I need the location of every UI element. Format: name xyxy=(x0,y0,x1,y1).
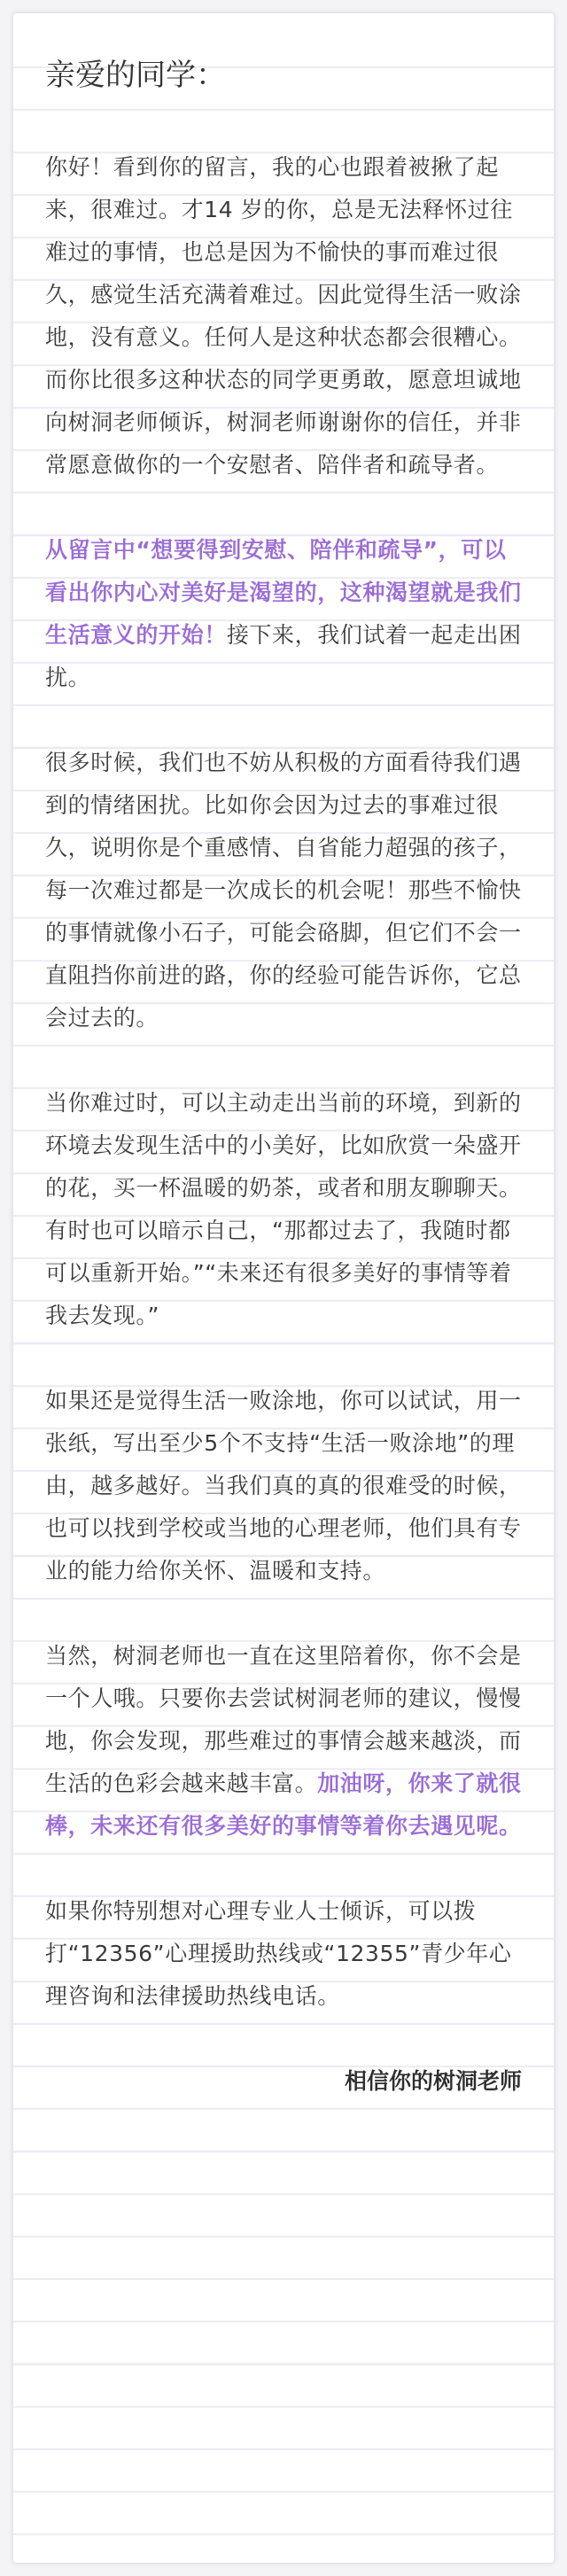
letter-body xyxy=(45,54,522,2103)
paragraph-change-environment: 当你难过时，可以主动走出当前的环境，到新的环境去发现生活中的小美好，比如欣赏一朵盛开的花，买一杯温暖的奶茶，或者和朋友聊聊天。有时也可以暗示自己，“那都过去了，我随时都可以重新开始。”“未来还有很多美好的事情等着我去发现。” xyxy=(45,1090,522,1328)
paragraph-intro: 你好！看到你的留言，我的心也跟着被揪了起来，很难过。才14 岁的你，总是无法释怀过往难过的事情，也总是因为不愉快的事而难过很久，感觉生活充满着难过。因此觉得生活一败涂地，没有意义。任何人是这种状态都会很糟心。而你比很多这种状态的同学更勇敢，愿意坦诚地向树洞老师倾诉，树洞老师谢谢你的信任，并非常愿意做你的一个安慰者、陪伴者和疏导者。 xyxy=(45,154,522,478)
paragraph-positive-view: 很多时候，我们也不妨从积极的方面看待我们遇到的情绪困扰。比如你会因为过去的事难过很久，说明你是个重感情、自省能力超强的孩子，每一次难过都是一次成长的机会呢！那些不愉快的事情就像小石子，可能会硌脚，但它们不会一直阻挡你前进的路，你的经验可能告诉你，它总会过去的。 xyxy=(45,750,522,1031)
paragraph-encouragement xyxy=(45,1635,522,1848)
highlight-text: 从留言中“想要得到安慰、陪伴和疏导”，可以看出你内心对美好是渴望的，这种渴望就是我们生活意义的开始！ xyxy=(45,537,522,648)
letter-card xyxy=(12,12,555,2564)
highlight-text: 加油呀，你来了就很棒，未来还有很多美好的事情等着你去遇见呢。 xyxy=(45,1771,522,1839)
paragraph-write-reasons: 如果还是觉得生活一败涂地，你可以试试，用一张纸，写出至少5个不支持“生活一败涂地”的理由，越多越好。当我们真的真的很难受的时候，也可以找到学校或当地的心理老师，他们具有专业的能力给你关怀、温暖和支持。 xyxy=(45,1388,522,1584)
paragraph-text: 接下来，我们试着一起走出困扰。 xyxy=(45,622,522,690)
paragraph-text: 当然，树洞老师也一直在这里陪着你，你不会是一个人哦。只要你去尝试树洞老师的建议，慢慢地，你会发现，那些难过的事情会越来越淡，而生活的色彩会越来越丰富。 xyxy=(45,1643,522,1796)
signature: 相信你的树洞老师 xyxy=(344,2068,522,2094)
letter-greeting: 亲爱的同学： xyxy=(45,58,226,93)
paragraph-hope xyxy=(45,529,522,699)
paragraph-hotline: 如果你特别想对心理专业人士倾诉，可以拨打“12356”心理援助热线或“12355”青少年心理咨询和法律援助热线电话。 xyxy=(45,1898,512,2009)
